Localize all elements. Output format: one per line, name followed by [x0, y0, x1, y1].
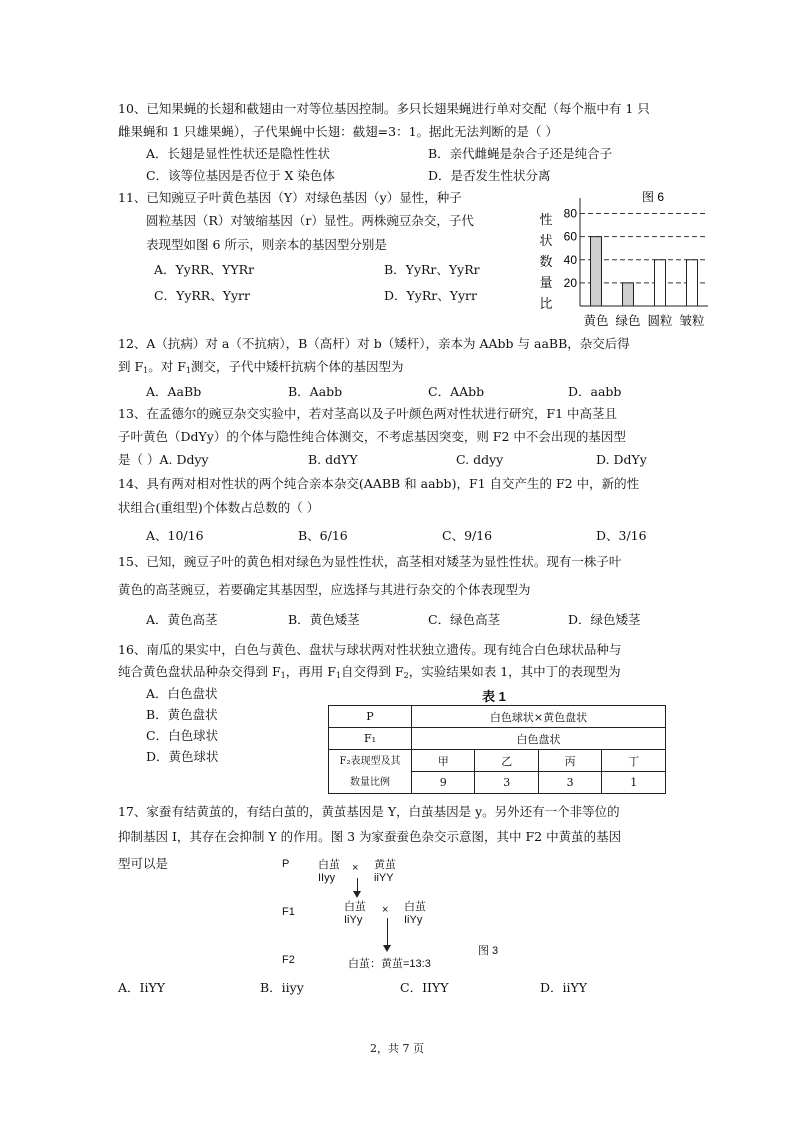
x-tick-label: 皱粒 [679, 313, 705, 328]
diagram-arrow-p-f1-line [357, 878, 358, 892]
q17-stem-line1: 17、家蚕有结黄茧的，有结白茧的，黄茧基因是 Y，白茧基因是 y。另外还有一个非等位的 [118, 804, 620, 819]
q13-stem-line2: 子叶黄色（DdYy）的个体与隐性纯合体测交，不考虑基因突变，则 F2 中不会出现的基因型 [118, 429, 626, 444]
diagram-arrow-p-f1-head [353, 891, 361, 898]
x-tick-label: 黄色 [583, 313, 609, 328]
q16-stem-line1: 16、南瓜的果实中，白色与黄色、盘状与球状两对性状独立遗传。现有纯合白色球状品种与 [118, 642, 622, 657]
y-tick-label: 40 [563, 252, 577, 267]
diagram-f2-result: 白茧：黄茧=13:3 [348, 958, 431, 970]
figure-6-bar-chart [536, 188, 726, 338]
q12-option-a: A．AaBb [146, 384, 202, 399]
q10-option-c: C．该等位基因是否位于 X 染色体 [146, 168, 335, 183]
diagram-f1-cross: × [382, 904, 389, 916]
y-axis-label-char: 量 [539, 276, 553, 291]
diagram-arrow-f1-f2-line [387, 918, 388, 946]
q15-option-c: C．绿色高茎 [428, 612, 501, 627]
y-axis-label-char: 状 [539, 234, 553, 249]
table-cell-p-value: 白色球状×黄色盘状 [412, 706, 666, 728]
q12-stem-line2: 到 $F_1$。对 $F_1$测交，子代中矮杆抗病个体的基因型为 [118, 359, 404, 375]
diagram-p-cross: × [352, 862, 359, 874]
bar-1 [591, 237, 602, 306]
q15-option-b: B．黄色矮茎 [288, 612, 360, 627]
q16-option-d: D．黄色球状 [146, 749, 219, 764]
q17-stem-line3: 型可以是 [118, 856, 169, 871]
diagram-p-left-phenotype: 白茧 [318, 859, 340, 871]
q11-stem-line2: 圆粒基因（R）对皱缩基因（r）显性。两株豌豆杂交，子代 [146, 213, 474, 228]
table-1 [328, 705, 666, 794]
table-row [329, 750, 666, 772]
q14-option-d: D、3/16 [596, 528, 647, 543]
table-row [329, 728, 666, 750]
diagram-f2-label: F2 [282, 954, 295, 966]
table-cell-f2-ratio: 3 [475, 772, 538, 794]
y-tick-label: 60 [563, 229, 577, 244]
q13-option-a: 是（ ）A. Ddyy [118, 452, 209, 467]
q10-stem-line2: 雌果蝇和 1 只雄果蝇），子代果蝇中长翅：截翅=3：1。据此无法判断的是（ ） [118, 124, 559, 139]
q17-option-b: B．iiyy [260, 980, 304, 995]
table-cell-f2-ratio: 3 [538, 772, 601, 794]
q16-stem-line2: 纯合黄色盘状品种杂交得到 $F_1$，再用 $F_1$自交得到 $F_2$，实验结果如表 1，其中丁的表现型为 [118, 664, 621, 680]
q12-option-d: D．aabb [568, 384, 622, 399]
diagram-p-left-genotype: IIyy [318, 872, 336, 884]
diagram-p-right-genotype: iiYY [374, 872, 394, 884]
q15-stem-line2: 黄色的高茎豌豆，若要确定其基因型，应选择与其进行杂交的个体表现型为 [118, 582, 531, 597]
q14-option-b: B、6/16 [298, 528, 348, 543]
q14-stem-line1: 14、具有两对相对性状的两个纯合亲本杂交(AABB 和 aabb)，F1 自交产生的 F2 中，新的性 [118, 476, 640, 491]
q12-option-c: C．AAbb [428, 384, 485, 399]
q11-option-b: B．YyRr、YyRr [384, 262, 480, 277]
diagram-f1-left-phenotype: 白茧 [344, 901, 366, 913]
q10-stem-line1: 10、已知果蝇的长翅和截翅由一对等位基因控制。多只长翅果蝇进行单对交配（每个瓶中有 1 只 [118, 101, 650, 116]
table-cell-f2-label: F₂表现型及其 数量比例 [329, 750, 412, 794]
table-1-title: 表 1 [482, 689, 506, 704]
bar-3 [655, 260, 666, 306]
q16-option-c: C．白色球状 [146, 728, 219, 743]
q15-option-d: D．绿色矮茎 [568, 612, 641, 627]
q10-option-b: B．亲代雌蝇是杂合子还是纯合子 [428, 146, 613, 161]
chart-title: 图 6 [641, 190, 665, 204]
y-tick-label: 80 [563, 206, 577, 221]
diagram-f1-left-genotype: IiYy [344, 914, 363, 926]
diagram-arrow-f1-f2-head [383, 945, 391, 952]
q14-stem-line2: 状组合(重组型)个体数占总数的（ ） [118, 500, 320, 515]
q17-option-a: A．IiYY [118, 980, 165, 995]
table-cell-f2-ratio: 1 [602, 772, 666, 794]
table-cell-p-label: P [329, 706, 412, 728]
q10-option-a: A．长翅是显性性状还是隐性性状 [146, 146, 331, 161]
q11-option-d: D．YyRr、Yyrr [384, 288, 477, 303]
page-footer: 2，共 7 页 [370, 1042, 424, 1055]
diagram-f1-right-phenotype: 白茧 [404, 901, 426, 913]
q17-option-d: D．iiYY [540, 980, 588, 995]
table-row [329, 706, 666, 728]
q11-option-a: A．YyRR、YYRr [154, 262, 255, 277]
table-cell-f1-value: 白色盘状 [412, 728, 666, 750]
y-axis-label-char: 性 [539, 213, 553, 228]
q15-option-a: A．黄色高茎 [146, 612, 218, 627]
y-tick-label: 20 [563, 275, 577, 290]
q10-option-d: D．是否发生性状分离 [428, 168, 551, 183]
x-tick-label: 圆粒 [647, 313, 673, 328]
q17-option-c: C．IIYY [400, 980, 449, 995]
q13-option-d: D. DdYy [596, 452, 647, 467]
q13-option-b: B. ddYY [308, 452, 358, 467]
q17-stem-line2: 抑制基因 I，其存在会抑制 Y 的作用。图 3 为家蚕蚕色杂交示意图，其中 F2 中黄茧的基因 [118, 829, 622, 844]
y-axis-label-char: 数 [539, 255, 553, 270]
diagram-f1-label: F1 [282, 906, 295, 918]
table-cell-f2-type: 丁 [602, 750, 666, 772]
table-cell-f2-type: 甲 [412, 750, 475, 772]
table-cell-f2-type: 丙 [538, 750, 601, 772]
q12-stem-line1: 12、A（抗病）对 a（不抗病），B（高杆）对 b（矮杆），亲本为 AAbb 与 aaBB，杂交后得 [118, 336, 630, 351]
y-axis-label-char: 比 [539, 297, 553, 312]
table-cell-f1-label: F₁ [329, 728, 412, 750]
q11-option-c: C．YyRR、Yyrr [154, 288, 250, 303]
q16-option-a: A．白色盘状 [146, 686, 218, 701]
q13-option-c: C. ddyy [456, 452, 504, 467]
q16-option-b: B．黄色盘状 [146, 707, 218, 722]
table-cell-f2-type: 乙 [475, 750, 538, 772]
q13-stem-line1: 13、在孟德尔的豌豆杂交实验中，若对茎高以及子叶颜色两对性状进行研究，F1 中高茎且 [118, 406, 618, 421]
q11-stem-line3: 表现型如图 6 所示，则亲本的基因型分别是 [146, 237, 387, 252]
q15-stem-line1: 15、已知，豌豆子叶的黄色相对绿色为显性性状，高茎相对矮茎为显性性状。现有一株子叶 [118, 554, 622, 569]
bar-4 [687, 260, 698, 306]
q11-stem-line1: 11、已知豌豆子叶黄色基因（Y）对绿色基因（y）显性，种子 [118, 190, 462, 205]
diagram-p-right-phenotype: 黄茧 [374, 859, 396, 871]
q14-option-a: A、10/16 [146, 528, 204, 543]
table-cell-f2-ratio: 9 [412, 772, 475, 794]
q14-option-c: C、9/16 [442, 528, 493, 543]
diagram-p-label: P [282, 858, 290, 870]
figure-3-label: 图 3 [478, 945, 499, 957]
q12-option-b: B．Aabb [288, 384, 343, 399]
bar-2 [623, 283, 634, 306]
diagram-f1-right-genotype: IiYy [404, 914, 423, 926]
x-tick-label: 绿色 [615, 313, 641, 328]
